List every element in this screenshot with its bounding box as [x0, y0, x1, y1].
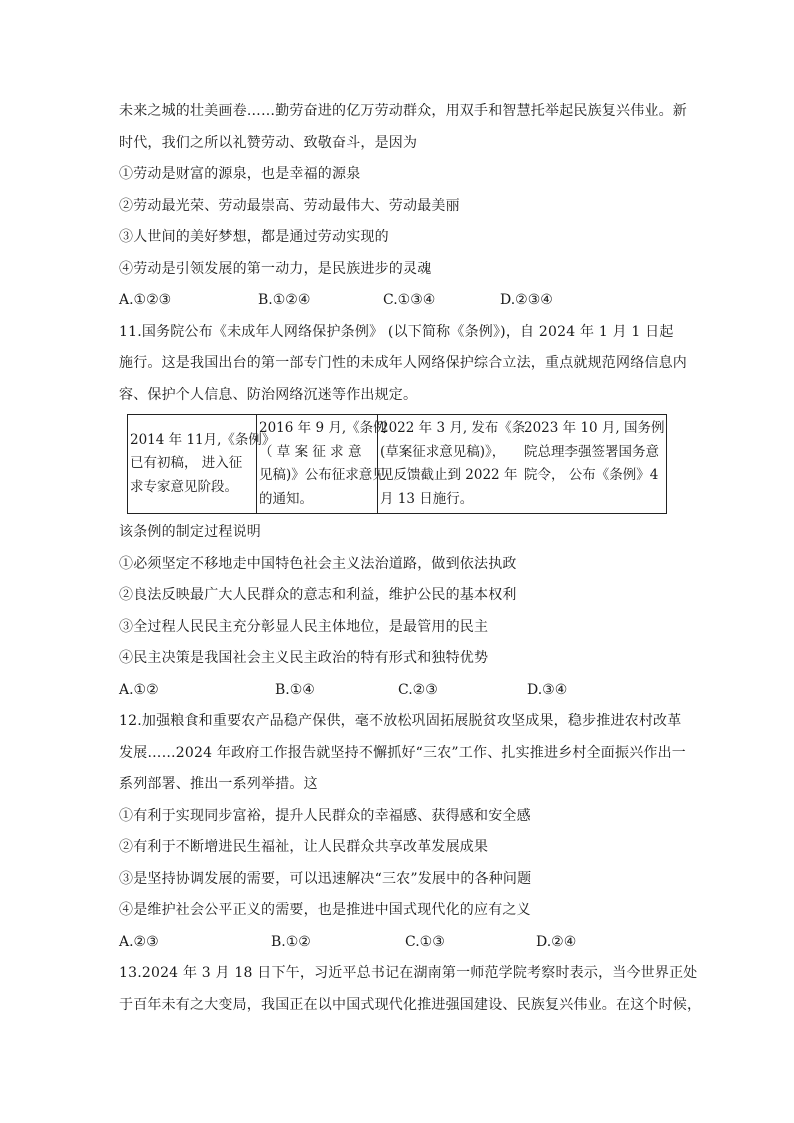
- intro-item-4: ④劳动是引领发展的第一动力，是民族进步的灵魂: [119, 260, 432, 277]
- q12-line-1: 12.加强粮食和重要农产品稳产保供，毫不放松巩固拓展脱贫攻坚成果，稳步推进农村改革: [119, 713, 682, 729]
- option-a: A.②③: [119, 933, 159, 950]
- q12-line-2: 发展……2024 年政府工作报告就坚持不懈抓好“三农”工作、扎实推进乡村全面振兴作出一: [119, 744, 686, 761]
- timeline-cell-2016: 2016 年 9 月,《条例 （ 草 案 征 求 意 见稿)》公布征求意见 的通知。: [257, 415, 378, 514]
- q13-line-2: 于百年未有之大变局，我国正在以中国式现代化推进强国建设、民族复兴伟业。在这个时候，: [119, 996, 702, 1013]
- q12-options: [119, 927, 674, 959]
- intro-item-1: ①劳动是财富的源泉，也是幸福的源泉: [119, 166, 361, 182]
- q12-item-4: ④是维护社会公平正义的需要，也是推进中国式现代化的应有之义: [119, 902, 531, 918]
- q12-line-3: 系列部署、推出一系列举措。这: [119, 776, 318, 792]
- intro-item-3: ③人世间的美好梦想，都是通过劳动实现的: [119, 229, 389, 245]
- option-b: B.①②④: [258, 292, 311, 308]
- timeline-cell-2023: 2023 年 10 月, 国务例 院总理李强签署国务意 院令， 公布《条例》4: [522, 415, 667, 514]
- q12-item-2: ②有利于不断增进民生福祉，让人民群众共享改革发展成果: [119, 839, 489, 855]
- q11-item-4: ④民主决策是我国社会主义民主政治的特有形式和独特优势: [119, 650, 489, 666]
- option-d: D.③④: [527, 681, 568, 698]
- intro-item-2: ②劳动最光荣、劳动最崇高、劳动最伟大、劳动最美丽: [119, 197, 460, 214]
- option-c: C.②③: [398, 681, 438, 698]
- q11-item-3: ③全过程人民民主充分彰显人民主体地位，是最管用的民主: [119, 618, 489, 635]
- exam-page: [119, 96, 702, 1021]
- timeline-cell-2022: 2022 年 3 月, 发布《条 (草案征求意见稿)》， 见反馈截止到 2022 年 月 13 日施行。: [378, 415, 523, 514]
- q11-options: [119, 675, 674, 707]
- q11-line-2: 施行。这是我国出台的第一部专门性的未成年人网络保护综合立法，重点就规范网络信息内: [119, 355, 687, 371]
- q11-item-2: ②良法反映最广大人民群众的意志和利益，维护公民的基本权利: [119, 587, 517, 603]
- q11-line-3: 容、保护个人信息、防治网络沉迷等作出规定。: [119, 386, 418, 403]
- timeline-cell-2014: 2014 年 11月,《条例》 已有初稿， 进入征 求专家意见阶段。: [128, 415, 257, 514]
- q12-item-3: ③是坚持协调发展的需要，可以迅速解决“三农”发展中的各种问题: [119, 870, 532, 887]
- timeline-table: [127, 414, 667, 514]
- intro-line-2: 时代，我们之所以礼赞劳动、致敬奋斗，是因为: [119, 134, 418, 151]
- option-c: C.①③: [405, 933, 445, 950]
- option-c: C.①③④: [383, 292, 436, 308]
- intro-line-1: 未来之城的壮美画卷……勤劳奋进的亿万劳动群众，用双手和智慧托举起民族复兴伟业。新: [119, 103, 687, 119]
- intro-options: [119, 285, 674, 317]
- option-b: B.①④: [275, 681, 315, 698]
- option-b: B.①②: [271, 933, 311, 950]
- q11-stem: 该条例的制定过程说明: [119, 524, 261, 540]
- q11-item-1: ①必须坚定不移地走中国特色社会主义法治道路，做到依法执政: [119, 555, 517, 572]
- q13-line-1: 13.2024 年 3 月 18 日下午，习近平总书记在湖南第一师范学院考察时表示，当今世界正处: [119, 965, 698, 981]
- q12-item-1: ①有利于实现同步富裕，提升人民群众的幸福感、获得感和安全感: [119, 807, 531, 824]
- option-a: A.①②: [119, 681, 159, 698]
- option-d: D.②④: [536, 933, 577, 950]
- option-a: A.①②③: [119, 292, 172, 308]
- q11-line-1: 11.国务院公布《未成年人网络保护条例》 (以下简称《条例》)，自 2024 年 1 月 1 日起: [119, 323, 674, 340]
- option-d: D.②③④: [500, 292, 553, 308]
